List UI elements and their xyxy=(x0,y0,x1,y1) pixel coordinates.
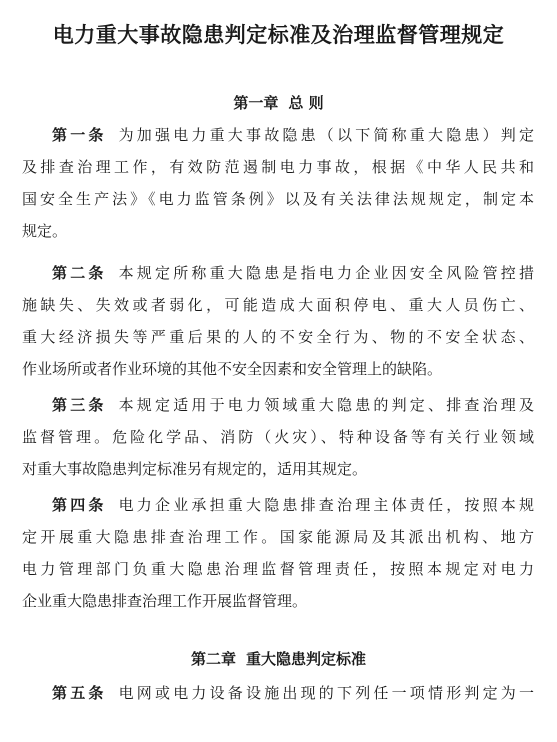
article-4 xyxy=(22,489,534,617)
chapter-number: 第一章 xyxy=(233,94,279,112)
article-line: 对重大事故隐患判定标准另有规定的，适用其规定。 xyxy=(22,460,368,478)
article-line: 定开展重大隐患排查治理工作。国家能源局及其派出机构、地方 xyxy=(22,528,534,546)
document-title: 电力重大事故隐患判定标准及治理监督管理规定 xyxy=(52,23,505,47)
article-line: 及排查治理工作，有效防范遏制电力事故，根据《中华人民共和 xyxy=(22,158,534,176)
chapter-heading-2 xyxy=(0,648,557,670)
article-label: 第四条 xyxy=(52,496,107,514)
article-line: 第五条 电网或电力设备设施出现的下列任一项情形判定为一 xyxy=(52,684,534,702)
article-line: 重大经济损失等严重后果的人的不安全行为、物的不安全状态、 xyxy=(22,328,534,346)
article-label: 第三条 xyxy=(52,396,107,414)
article-line: 施缺失、失效或者弱化，可能造成大面积停电、重大人员伤亡、 xyxy=(22,296,534,314)
article-2 xyxy=(22,257,534,385)
article-line: 第二条 本规定所称重大隐患是指电力企业因安全风险管控措 xyxy=(52,264,534,282)
article-3 xyxy=(22,389,534,485)
chapter-name: 总 则 xyxy=(288,94,324,112)
article-label: 第二条 xyxy=(52,264,107,282)
article-label: 第一条 xyxy=(52,126,107,144)
article-line: 企业重大隐患排查治理工作开展监督管理。 xyxy=(22,592,308,610)
article-line: 电力管理部门负重大隐患治理监督管理责任，按照本规定对电力 xyxy=(22,560,534,578)
article-label: 第五条 xyxy=(52,684,107,702)
chapter-name: 重大隐患判定标准 xyxy=(246,650,367,668)
article-line: 第三条 本规定适用于电力领域重大隐患的判定、排查治理及 xyxy=(52,396,534,414)
article-line: 规定。 xyxy=(22,222,68,240)
chapter-number: 第二章 xyxy=(190,650,236,668)
article-line: 监督管理。危险化学品、消防（火灾）、特种设备等有关行业领域 xyxy=(22,428,534,446)
article-1 xyxy=(22,119,534,247)
article-line: 第一条 为加强电力重大事故隐患（以下简称重大隐患）判定 xyxy=(52,126,534,144)
article-line: 作业场所或者作业环境的其他不安全因素和安全管理上的缺陷。 xyxy=(22,360,443,378)
chapter-heading-1 xyxy=(0,92,557,114)
article-line: 第四条 电力企业承担重大隐患排查治理主体责任，按照本规 xyxy=(52,496,534,514)
article-line: 国安全生产法》《电力监管条例》以及有关法律法规规定，制定本 xyxy=(22,190,534,208)
article-5 xyxy=(22,677,534,709)
